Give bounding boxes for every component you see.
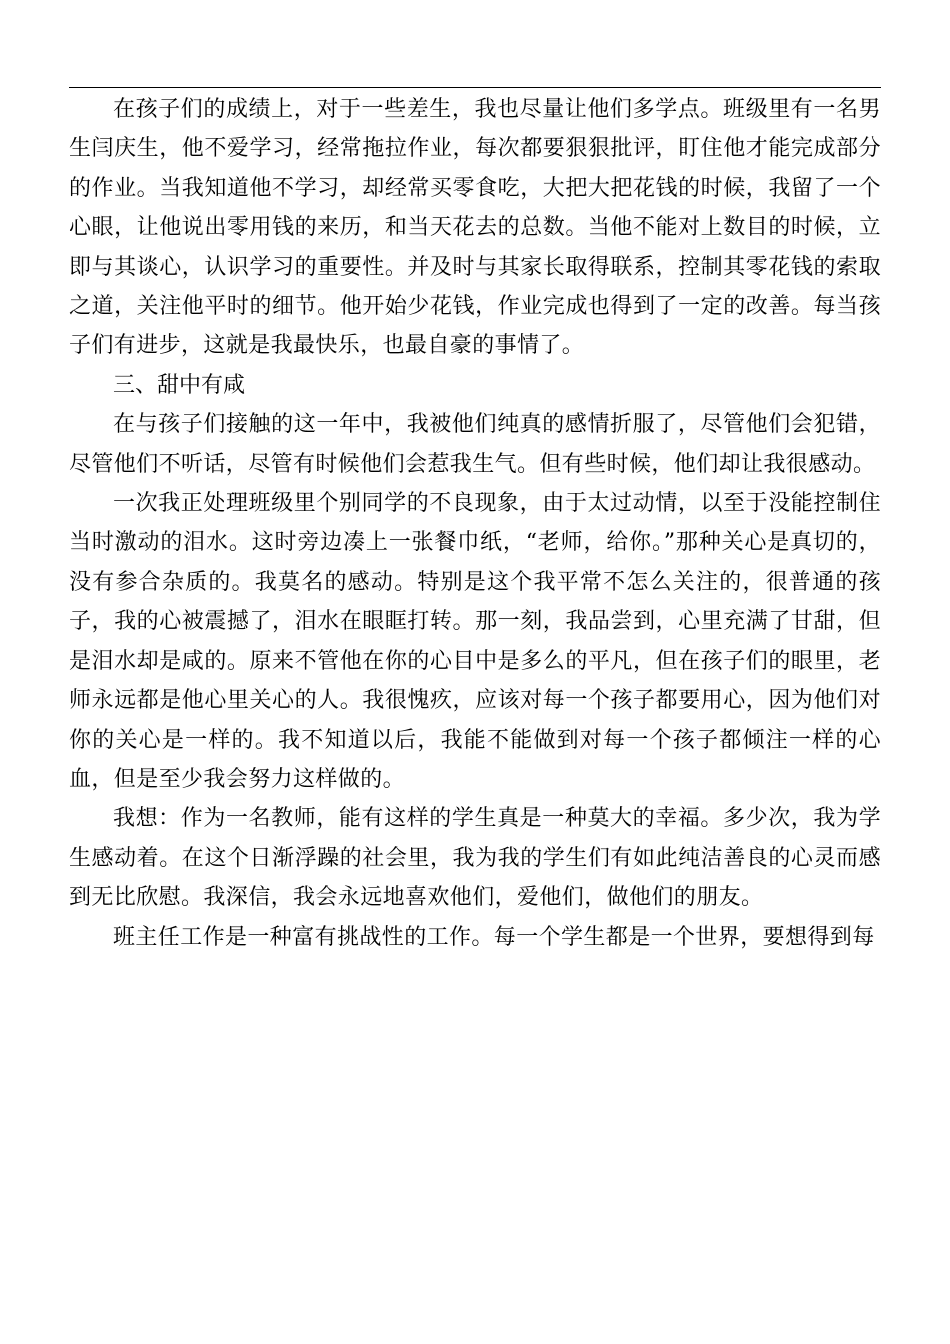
section-heading: 三、甜中有咸: [113, 372, 246, 398]
paragraph-reflection: 我想：作为一名教师，能有这样的学生真是一种莫大的幸福。多少次，我为学生感动着。在这个日渐浮躁的社会里，我为我的学生们有如此纯洁善良的心灵而感到无比欣慰。我深信，我会永远地喜欢他们，爱他们，做他们的朋友。: [69, 806, 881, 911]
paragraph-tissue-story: 一次我正处理班级里个别同学的不良现象，由于太过动情，以至于没能控制住当时激动的泪水。这时旁边凑上一张餐巾纸，“老师，给你。”那种关心是真切的，没有参合杂质的。我莫名的感动。特别是这个我平常不怎么关注的，很普通的孩子，我的心被震撼了，泪水在眼眶打转。那一刻，我品尝到，心里充满了甘甜，但是泪水却是咸的。原来不管他在你的心目中是多么的平凡，但在孩子们的眼里，老师永远都是他心里关心的人。我很愧疚，应该对每一个孩子都要用心，因为他们对你的关心是一样的。我不知道以后，我能不能做到对每一个孩子都倾注一样的心血，但是至少我会努力这样做的。: [69, 491, 881, 792]
header-rule: [69, 87, 881, 88]
document-body: [69, 90, 881, 957]
paragraph-challenge: 班主任工作是一种富有挑战性的工作。每一个学生都是一个世界，要想得到每: [113, 924, 875, 950]
paragraph-grades: 在孩子们的成绩上，对于一些差生，我也尽量让他们多学点。班级里有一名男生闫庆生，他不爱学习，经常拖拉作业，每次都要狠狠批评，盯住他才能完成部分的作业。当我知道他不学习，却经常买零食吃，大把大把花钱的时候，我留了一个心眼，让他说出零用钱的来历，和当天花去的总数。当他不能对上数目的时候，立即与其谈心，认识学习的重要性。并及时与其家长取得联系，控制其零花钱的索取之道，关注他平时的细节。他开始少花钱，作业完成也得到了一定的改善。每当孩子们有进步，这就是我最快乐，也最自豪的事情了。: [69, 97, 881, 359]
paragraph-touched: 在与孩子们接触的这一年中，我被他们纯真的感情折服了，尽管他们会犯错，尽管他们不听话，尽管有时候他们会惹我生气。但有些时候，他们却让我很感动。: [69, 412, 881, 477]
